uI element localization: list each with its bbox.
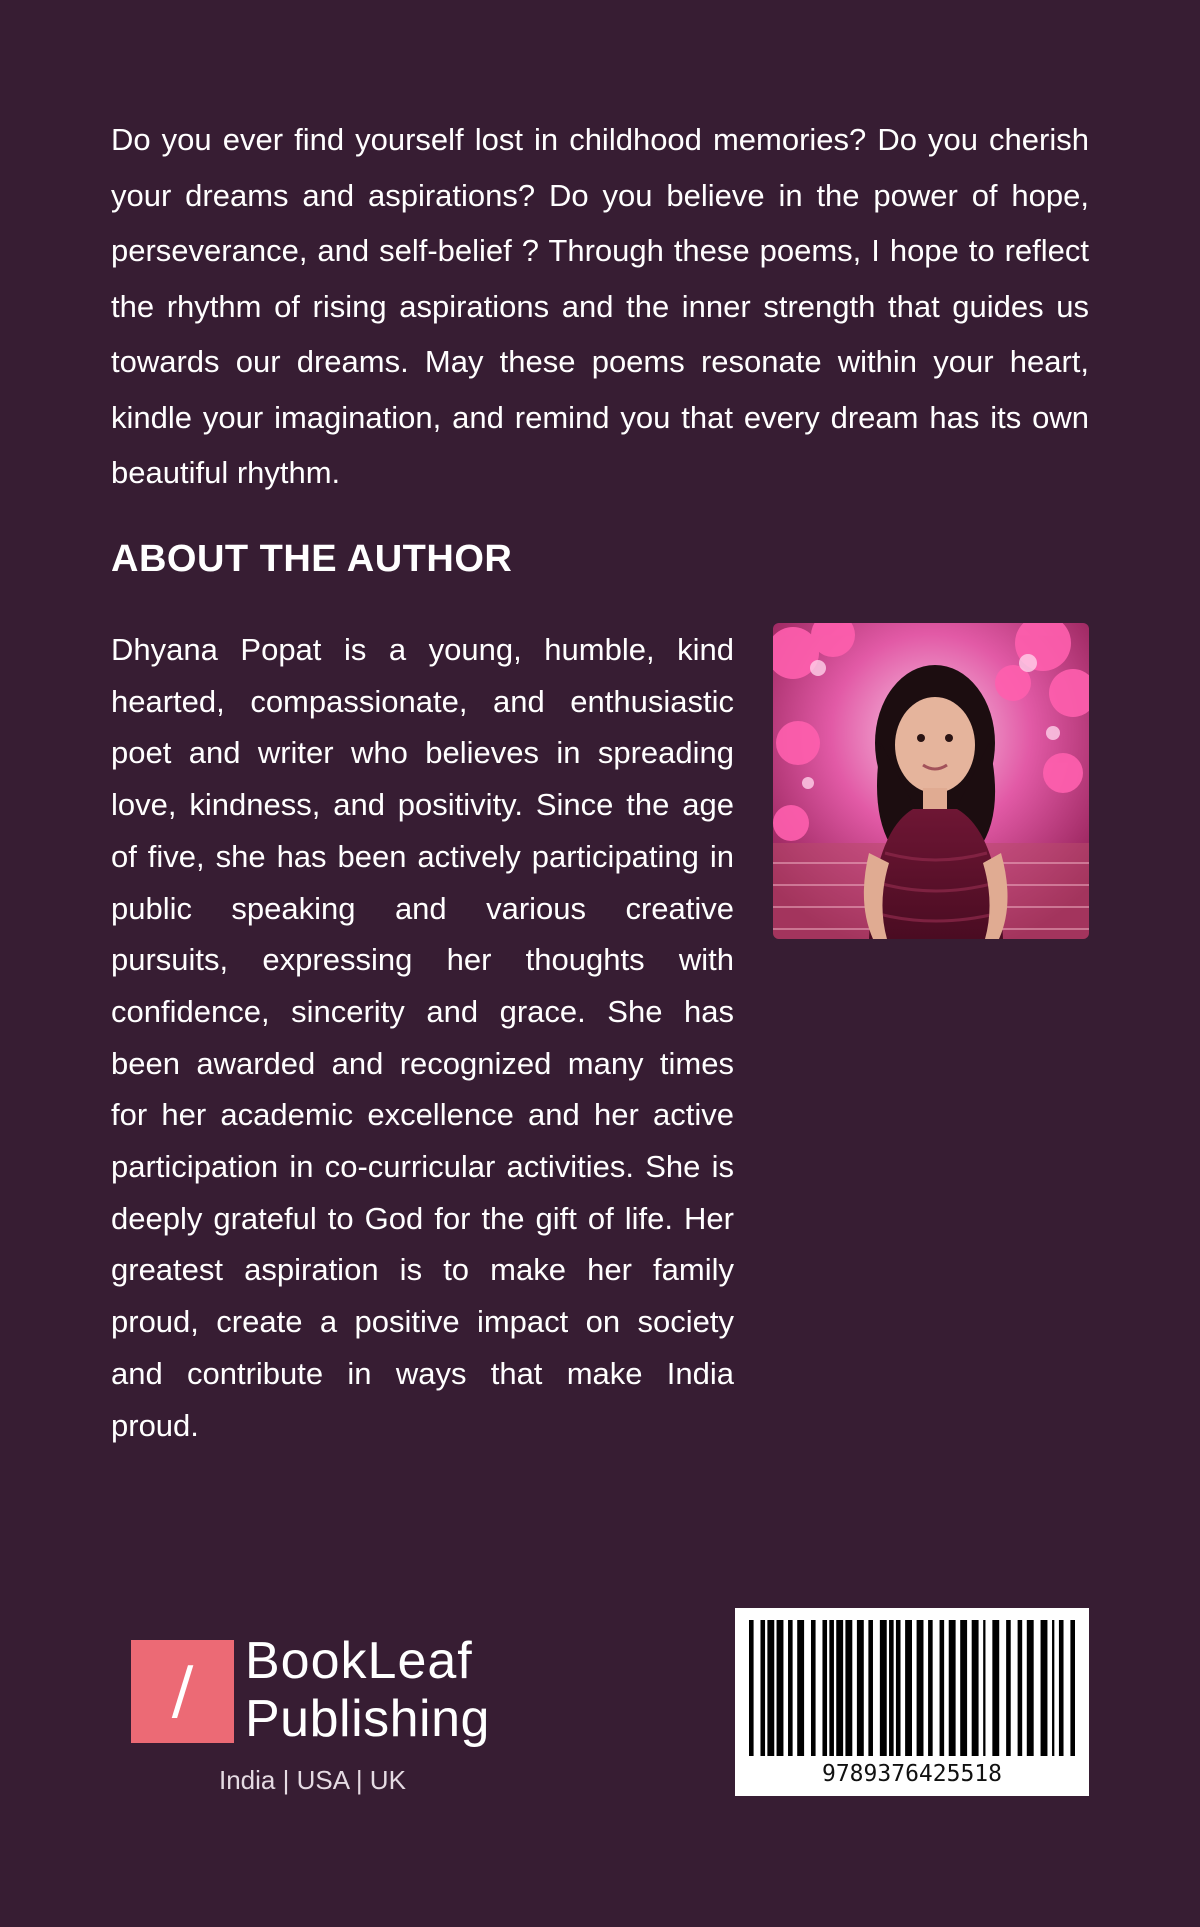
barcode-bar xyxy=(949,1620,956,1756)
barcode-bar xyxy=(845,1620,852,1756)
barcode-bar xyxy=(928,1620,933,1756)
barcode-bar xyxy=(1059,1620,1064,1756)
barcode-bar xyxy=(917,1620,924,1756)
bookleaf-logo-mark xyxy=(131,1640,234,1743)
barcode-bar xyxy=(905,1620,912,1756)
barcode-bar xyxy=(760,1620,765,1756)
barcode-bar xyxy=(983,1620,985,1756)
barcode-bar xyxy=(868,1620,873,1756)
barcode-bar xyxy=(896,1620,901,1756)
barcode-bar xyxy=(788,1620,793,1756)
barcode-bar xyxy=(811,1620,816,1756)
barcode-bar xyxy=(960,1620,967,1756)
barcode-bar xyxy=(1070,1620,1075,1756)
barcode-bar xyxy=(1018,1620,1023,1756)
barcode-bar xyxy=(1052,1620,1054,1756)
barcode-bars-icon xyxy=(749,1620,1075,1756)
barcode-bar xyxy=(1027,1620,1034,1756)
publisher-name-line2: Publishing xyxy=(245,1690,490,1748)
barcode-bar xyxy=(822,1620,827,1756)
barcode-bar xyxy=(1006,1620,1011,1756)
barcode-bar xyxy=(1041,1620,1048,1756)
publisher-name-line1: BookLeaf xyxy=(245,1632,473,1690)
barcode-bar xyxy=(889,1620,894,1756)
about-author-heading: ABOUT THE AUTHOR xyxy=(111,538,513,580)
barcode-bar xyxy=(972,1620,979,1756)
barcode-bar xyxy=(797,1620,804,1756)
barcode-bar xyxy=(767,1620,774,1756)
isbn-number: 9789376425518 xyxy=(821,1761,1002,1787)
slash-icon: / xyxy=(171,1654,194,1728)
barcode-bar xyxy=(992,1620,999,1756)
barcode-bar xyxy=(836,1620,843,1756)
isbn-barcode xyxy=(735,1608,1089,1796)
publisher-regions: India | USA | UK xyxy=(219,1765,406,1795)
author-bio: Dhyana Popat is a young, humble, kind hearted, compassionate, and enthusiastic poet and writer who believes in spreading love, kindness, and positivity. Since the age of five, she has been actively participating in public speaking and various creative pursuits, expressing her thoughts with confidence, sincerity and grace. She has been awarded and recognized many times for her academic excellence and her active participation in co-curricular activities. She is deeply grateful to God for the gift of life. Her greatest aspiration is to make her family proud, create a positive impact on society and contribute in ways that make India proud. xyxy=(111,632,734,1443)
author-photo xyxy=(773,623,1089,939)
barcode-bar xyxy=(857,1620,864,1756)
back-cover-blurb: Do you ever find yourself lost in childhood memories? Do you cherish your dreams and aspirations? Do you believe in the power of hope, perseverance, and self-belief ? Through these poems, I hope to reflect the rhythm of rising aspirations and the inner strength that guides us towards our dreams. May these poems resonate within your heart, kindle your imagination, and remind you that every dream has its own beautiful rhythm. xyxy=(111,122,1089,490)
barcode-bar xyxy=(777,1620,784,1756)
barcode-bar xyxy=(829,1620,834,1756)
barcode-bar xyxy=(940,1620,945,1756)
barcode-bar xyxy=(749,1620,754,1756)
barcode-bar xyxy=(880,1620,887,1756)
